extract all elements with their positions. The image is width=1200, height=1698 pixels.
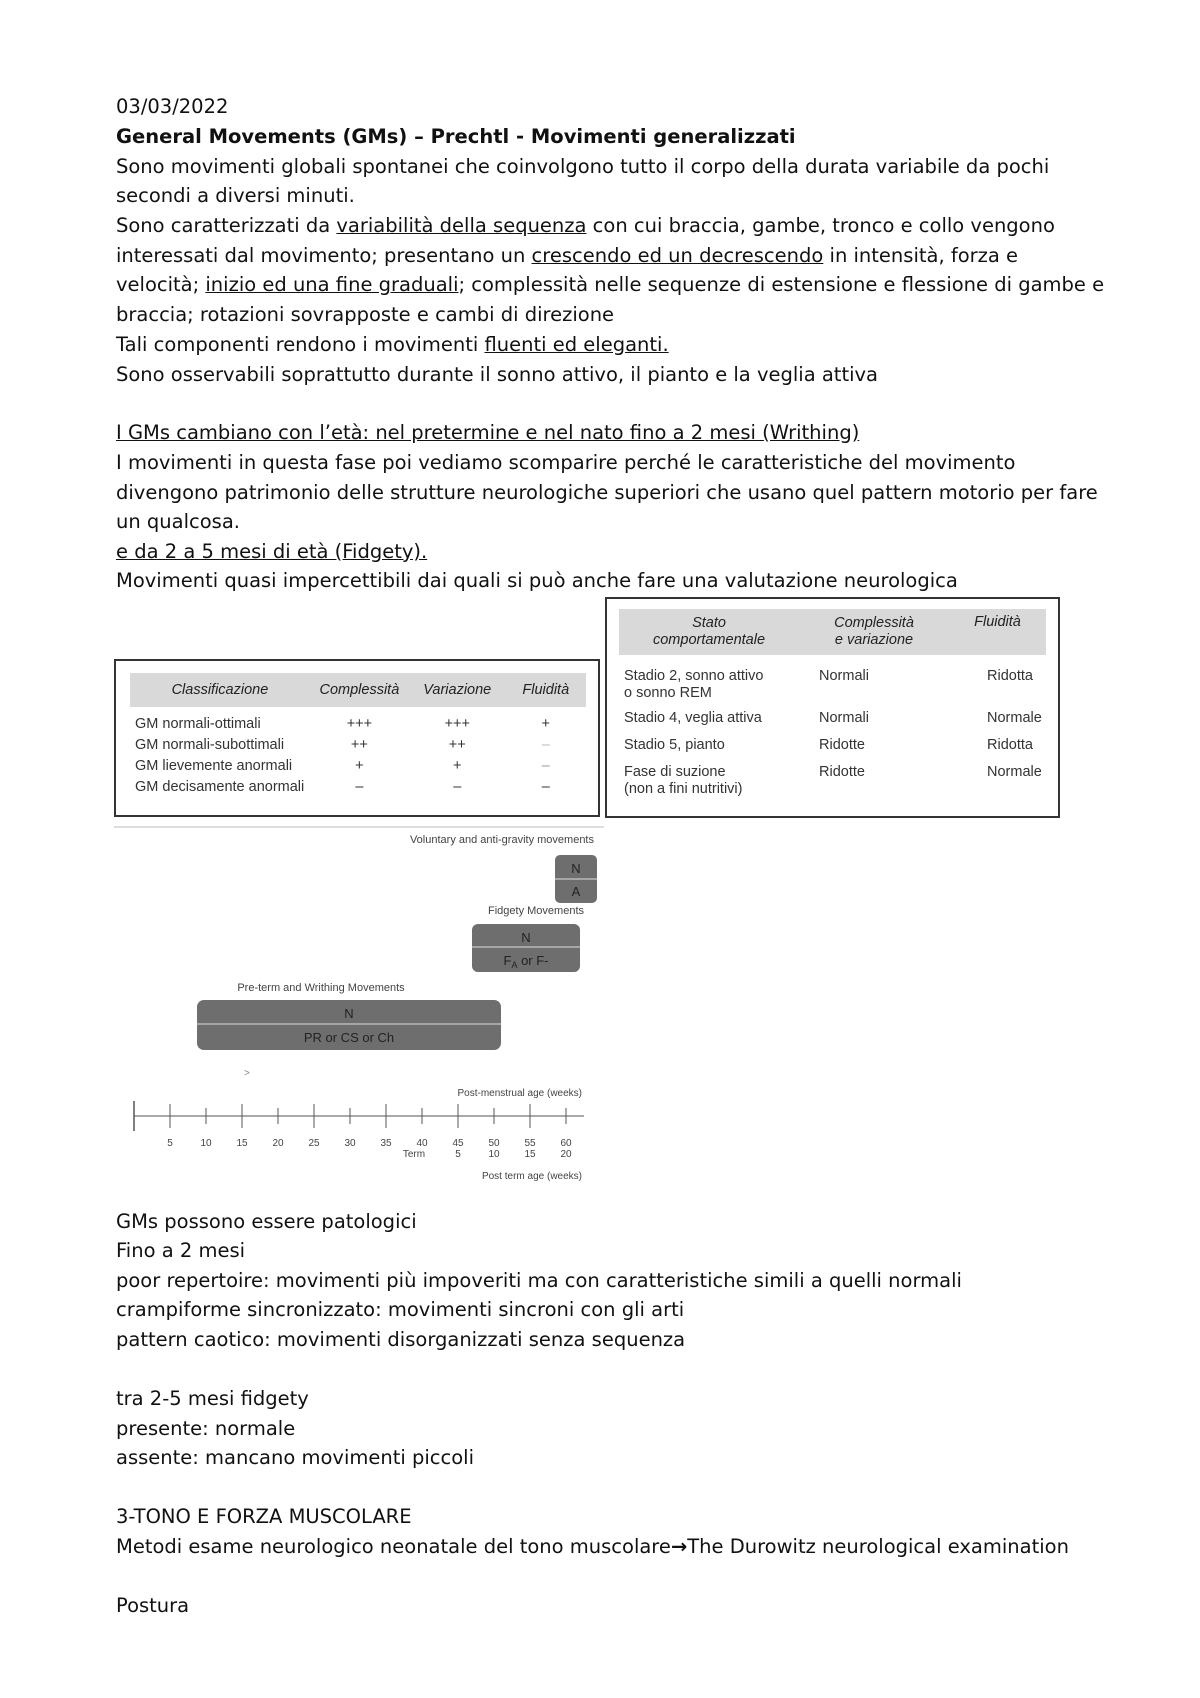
text-span: The Durowitz neurological examination	[687, 1535, 1069, 1558]
underlined-crescendo: crescendo ed un decrescendo	[531, 243, 824, 267]
table-cell: GM lievemente anormali	[135, 758, 293, 774]
table-cell: GM decisamente anormali	[135, 779, 305, 795]
text-span: con cui braccia, gambe, tronco e collo vengono interessati dal movimento; presentano un	[116, 214, 1055, 267]
pma-tick-label: 5	[167, 1138, 173, 1149]
col-header: Fluidità	[506, 673, 586, 707]
table-row	[619, 667, 1046, 709]
table-cell: GM normali-ottimali	[135, 716, 261, 732]
classification-table-box	[114, 659, 600, 817]
pma-tick-label: 50	[488, 1138, 500, 1149]
col-header-line: Fluidità	[974, 614, 1021, 630]
table-row	[619, 763, 1046, 799]
pta-tick-label: 20	[560, 1149, 572, 1160]
table-cell: +++	[444, 716, 470, 732]
underlined-fluent: fluenti ed eleganti.	[484, 333, 669, 356]
pma-tick-label: 15	[236, 1138, 248, 1149]
page-title: General Movements (GMs) – Prechtl - Movimenti generalizzati	[116, 125, 796, 148]
table-row	[130, 757, 586, 778]
table-cell: ++	[350, 737, 368, 753]
table-cell	[619, 763, 799, 799]
cell-line: Stadio 2, sonno attivo	[624, 668, 764, 684]
present-line: presente: normale	[116, 1417, 296, 1440]
characteristics-paragraph	[116, 211, 1106, 329]
table-cell	[619, 736, 799, 763]
gms-timeline-figure	[114, 826, 604, 1182]
fidgety-months-line: tra 2-5 mesi fidgety	[116, 1387, 309, 1410]
fidgety-bottom-text	[503, 953, 548, 970]
table-cell: –	[541, 758, 550, 774]
behavioral-state-table-box	[605, 597, 1060, 818]
pma-tick-label: 25	[308, 1138, 320, 1149]
pma-tick-label: 60	[560, 1138, 572, 1149]
pta-tick-label: 15	[524, 1149, 536, 1160]
pma-tick-label: 35	[380, 1138, 392, 1149]
table-cell: Ridotta	[987, 668, 1033, 684]
writhing-label: Pre-term and Writhing Movements	[237, 982, 405, 994]
until-2-months: Fino a 2 mesi	[116, 1239, 246, 1262]
col-header: Classificazione	[130, 673, 310, 707]
fidgety-sub: A	[511, 960, 518, 970]
table-row	[619, 736, 1046, 763]
table-row	[619, 709, 1046, 736]
table-cell: ++	[448, 737, 466, 753]
pma-tick-label: 45	[452, 1138, 464, 1149]
col-header-line: e variazione	[834, 632, 914, 648]
text-span: Sono caratterizzati da	[116, 214, 337, 237]
cell-line: Fase di suzione	[624, 764, 726, 780]
cramped-line: crampiforme sincronizzato: movimenti sincroni con gli arti	[116, 1298, 685, 1321]
term-label: Term	[402, 1149, 426, 1160]
table-cell: –	[541, 737, 550, 753]
table-cell: +	[541, 716, 551, 732]
col-header-line: comportamentale	[652, 632, 766, 648]
arrow-icon: →	[670, 1535, 688, 1558]
table-cell: +++	[346, 716, 373, 732]
pta-tick-label: 10	[488, 1149, 500, 1160]
poor-repertoire-line: poor repertoire: movimenti più impoveriti ma con caratteristiche simili a quelli normali	[116, 1269, 962, 1292]
text-span: Metodi esame neurologico neonatale del tono muscolare	[116, 1535, 671, 1558]
pma-tick-label: 20	[272, 1138, 284, 1149]
section-heading-tone: 3-TONO E FORZA MUSCOLARE	[116, 1505, 412, 1528]
underlined-gradual: inizio ed una fine graduali	[205, 273, 459, 296]
col-header: Variazione	[409, 673, 506, 707]
voluntary-bottom-text: A	[571, 884, 581, 899]
table-cell: Ridotta	[987, 737, 1033, 753]
writhing-bottom-text: PR or CS or Ch	[303, 1030, 395, 1045]
pma-tick-label: 55	[524, 1138, 536, 1149]
text-span: Tali componenti rendono i movimenti	[116, 333, 485, 356]
voluntary-label: Voluntary and anti-gravity movements	[409, 834, 594, 846]
chaotic-line: pattern caotico: movimenti disorganizzati senza sequenza	[116, 1328, 686, 1351]
text-span: ; complessità nelle sequenze di estensione e flessione di gambe e braccia; rotazioni sovrapposte e cambi di direzione	[116, 273, 1105, 326]
table-cell: Normale	[987, 710, 1042, 726]
cell-line: Stadio 5, pianto	[624, 737, 725, 753]
cell-line: (non a fini nutritivi)	[624, 781, 743, 797]
col-header	[799, 609, 949, 655]
voluntary-top-text: N	[571, 861, 581, 876]
writhing-top-text: N	[344, 1006, 354, 1021]
fidgety-rest: or F-	[517, 953, 549, 968]
intro-line-1: Sono movimenti globali spontanei che coinvolgono tutto il corpo della durata variabile da pochi	[116, 155, 1050, 178]
writhing-heading: I GMs cambiano con l’età: nel pretermine e nel nato fino a 2 mesi (Writhing)	[116, 421, 860, 444]
pta-tick-label: 5	[455, 1149, 461, 1160]
behavioral-state-table	[619, 609, 1046, 799]
intro-line-2: secondi a diversi minuti.	[116, 184, 355, 207]
table-cell: +	[355, 758, 364, 774]
table-cell	[619, 709, 799, 736]
text-span: in intensità, forza e velocità;	[116, 243, 1019, 296]
table-cell: +	[453, 758, 462, 774]
pathological-line: GMs possono essere patologici	[116, 1210, 417, 1233]
date: 03/03/2022	[116, 95, 229, 118]
table-cell: Normali	[819, 710, 869, 726]
writhing-paragraph: I movimenti in questa fase poi vediamo scomparire perché le caratteristiche del movimento divengono patrimonio delle strutture neurologiche superiori che usano quel pattern motorio per fare un qualcosa.	[116, 451, 1098, 533]
classification-table	[130, 673, 586, 799]
table-cell: Normale	[987, 764, 1042, 780]
posture-line: Postura	[116, 1594, 190, 1617]
underlined-variability: variabilità della sequenza	[336, 214, 587, 237]
fidgety-label: Fidgety Movements	[488, 905, 584, 917]
table-row	[130, 715, 586, 736]
absent-line: assente: mancano movimenti piccoli	[116, 1446, 474, 1469]
table-cell	[619, 667, 799, 709]
cell-line: Stadio 4, veglia attiva	[624, 710, 762, 726]
col-header	[949, 609, 1046, 655]
methods-line	[116, 1532, 1069, 1561]
fidgety-heading: e da 2 a 5 mesi di età (Fidgety).	[116, 540, 428, 563]
table-row	[130, 778, 586, 799]
table-cell: –	[541, 779, 550, 795]
col-header-line: Stato	[692, 615, 726, 631]
pma-tick-label: 40	[416, 1138, 428, 1149]
col-header: Complessità	[310, 673, 409, 707]
fidgety-line: Movimenti quasi impercettibili dai quali si può anche fare una valutazione neurologica	[116, 569, 958, 592]
pma-axis-label: Post-menstrual age (weeks)	[457, 1088, 582, 1099]
table-cell: Ridotte	[819, 737, 865, 753]
table-cell: Ridotte	[819, 764, 865, 780]
pma-tick-label: 30	[344, 1138, 356, 1149]
cell-line: o sonno REM	[624, 685, 712, 701]
table-cell: GM normali-subottimali	[135, 737, 285, 753]
fidgety-f: F	[503, 953, 512, 968]
arrow-mark: >	[244, 1068, 250, 1079]
pta-axis-label: Post term age (weeks)	[481, 1171, 582, 1182]
table-cell: –	[355, 779, 364, 795]
pma-tick-label: 10	[200, 1138, 212, 1149]
col-header-line: Complessità	[834, 615, 914, 631]
observable-line: Sono osservabili soprattutto durante il sonno attivo, il pianto e la veglia attiva	[116, 363, 879, 386]
col-header	[619, 609, 799, 655]
table-cell: Normali	[819, 668, 869, 684]
fidgety-top-text: N	[521, 930, 531, 945]
table-cell: –	[453, 779, 462, 795]
components-line	[116, 330, 669, 359]
table-row	[130, 736, 586, 757]
